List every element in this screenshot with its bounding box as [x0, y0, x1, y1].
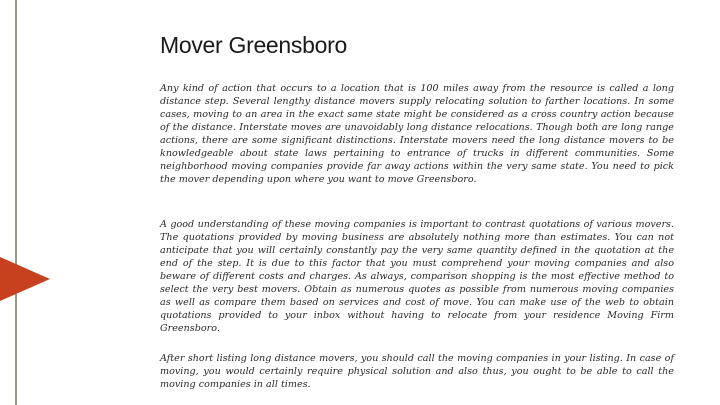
left-vertical-rule [15, 0, 17, 405]
page-title: Mover Greensboro [160, 32, 347, 58]
body-paragraph-3: After short listing long distance movers, you should call the moving companies in your listing. In case of moving, you would certainly require physical solution and also thus, you ought to be able to call the moving companies in all times. [160, 353, 674, 390]
body-paragraph-1: Any kind of action that occurs to a location that is 100 miles away from the resource is called a long distance step. Several lengthy distance movers supply relocating solution to farther locations. In some cases, moving to an area in the exact same state might be considered as a cross country action because of the distance. Interstate moves are unavoidably long distance relocations. Though both are long range actions, there are some significant distinctions. Interstate movers need the long distance movers to be knowledgeable about state laws pertaining to entrance of trucks in different communities. Some neighborhood moving companies provide far away actions within the very same state. You need to pick the mover depending upon where you want to move Greensboro. [160, 83, 674, 185]
arrow-marker-icon [0, 257, 50, 301]
body-paragraph-2: A good understanding of these moving companies is important to contrast quotations of various movers. The quotations provided by moving business are absolutely nothing more than estimates. You can not anticipate that you will certainly constantly pay the very same quantity defined in the quotation at the end of the step. It is due to this factor that you must comprehend your moving companies and also beware of different costs and charges. As always, comparison shopping is the most effective method to select the very best movers. Obtain as numerous quotes as possible from numerous moving companies as well as compare them based on services and cost of move. You can make use of the web to obtain quotations provided to your inbox without having to relocate from your residence Moving Firm Greensboro. [160, 219, 674, 334]
